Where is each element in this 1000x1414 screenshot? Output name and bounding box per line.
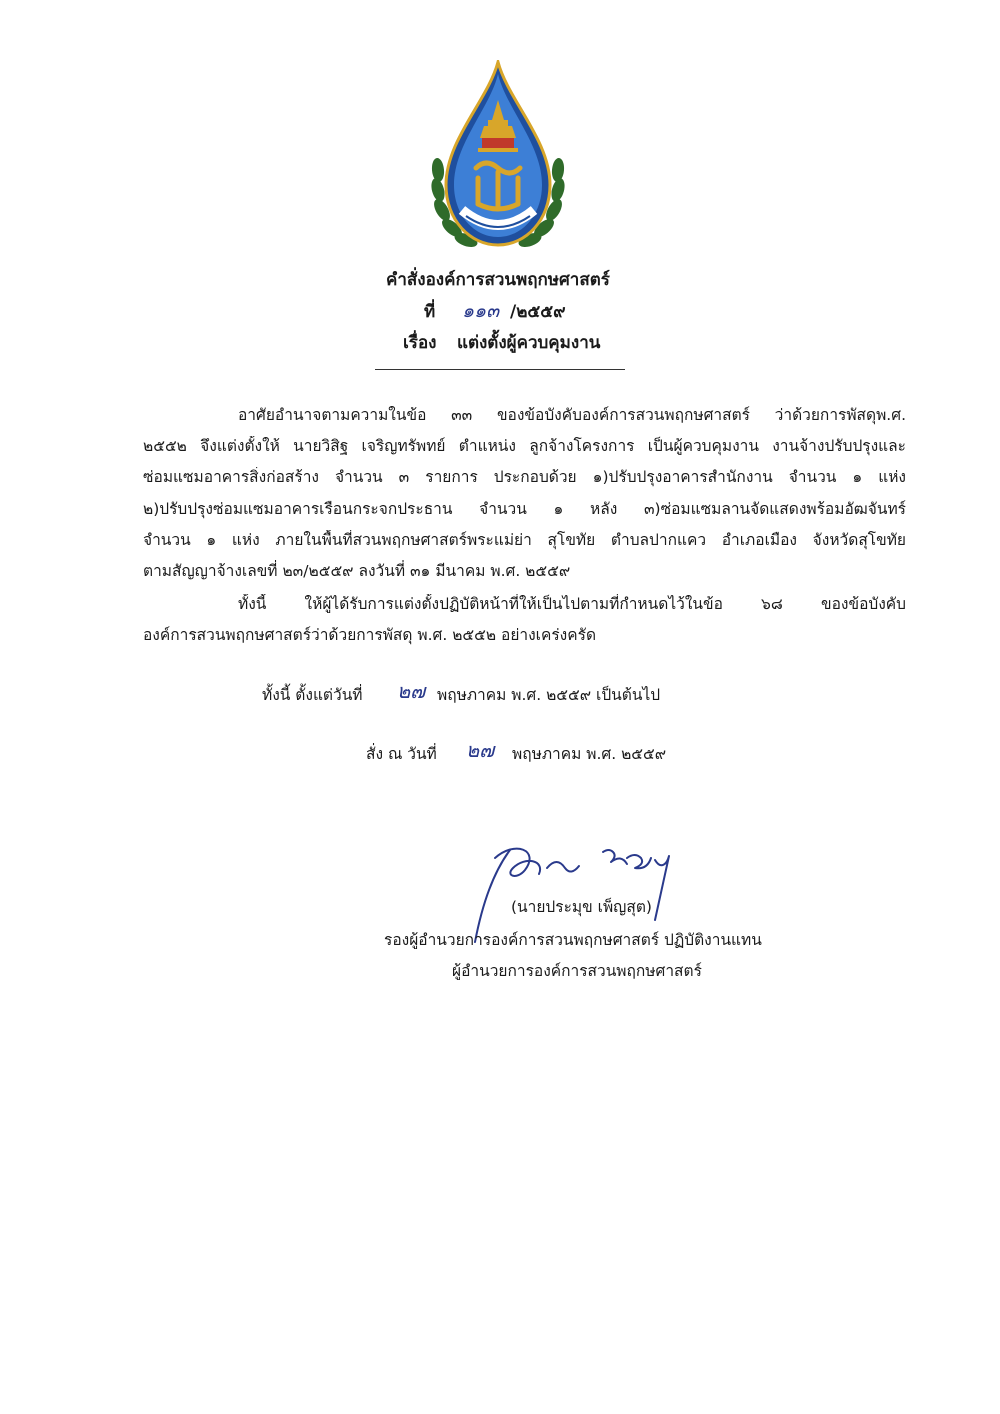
subject-label: เรื่อง (403, 333, 437, 353)
body-line: องค์การสวนพฤกษศาสตร์ว่าด้วยการพัสดุ พ.ศ. ๒๕๕๒ อย่างเคร่งครัด (143, 626, 597, 644)
signatory-position: รองผู้อำนวยการองค์การสวนพฤกษศาสตร์ ปฏิบัติงานแทน (384, 931, 762, 949)
body-line: ๒๕๕๒ จึงแต่งตั้งให้ นายวิสิฐ เจริญทรัพทย์ ตำแหน่ง ลูกจ้างโครงการ เป็นผู้ควบคุมงาน งานจ้างปรับปรุงและ (143, 437, 906, 455)
order-number-handwritten: ๑๑๓ (462, 300, 500, 322)
subject-title: แต่งตั้งผู้ควบคุมงาน (457, 333, 601, 353)
body-line: จำนวน ๑ แห่ง ภายในพื้นที่สวนพฤกษศาสตร์พระแม่ย่า สุโขทัย ตำบลปากแคว อำเภอเมือง จังหวัดสุโขทัย (143, 531, 906, 549)
order-number-year: /๒๕๕๙ (510, 302, 566, 322)
body-line: อาศัยอำนาจตามความในข้อ ๓๓ ของข้อบังคับองค์การสวนพฤกษศาสตร์ ว่าด้วยการพัสดุพ.ศ. (238, 406, 906, 424)
botanical-garden-emblem-icon (428, 60, 568, 255)
order-title: คำสั่งองค์การสวนพฤกษศาสตร์ (386, 270, 610, 290)
ordered-date-suffix: พฤษภาคม พ.ศ. ๒๕๕๙ (512, 745, 667, 763)
body-line: ๒)ปรับปรุงซ่อมแซมอาคารเรือนกระจกประธาน จำนวน ๑ หลัง ๓)ซ่อมแซมลานจัดแสดงพร้อมอัฒจันทร์ (143, 500, 906, 518)
order-number-label: ที่ (424, 302, 436, 322)
ordered-date-prefix: สั่ง ณ วันที่ (366, 745, 437, 763)
effective-date-day: ๒๗ (397, 679, 426, 703)
signatory-name: (นายประมุข เพ็ญสุต) (511, 898, 652, 916)
body-line: ทั้งนี้ ให้ผู้ได้รับการแต่งตั้งปฏิบัติหน้าที่ให้เป็นไปตามที่กำหนดไว้ในข้อ ๖๘ ของข้อบังคับ (238, 595, 906, 613)
effective-date-prefix: ทั้งนี้ ตั้งแต่วันที่ (262, 686, 363, 704)
ordered-date-day: ๒๗ (466, 738, 495, 762)
body-line: ตามสัญญาจ้างเลขที่ ๒๓/๒๕๕๙ ลงวันที่ ๓๑ มีนาคม พ.ศ. ๒๕๕๙ (143, 562, 571, 580)
effective-date-suffix: พฤษภาคม พ.ศ. ๒๕๕๙ เป็นต้นไป (437, 686, 661, 704)
signatory-position-acting: ผู้อำนวยการองค์การสวนพฤกษศาสตร์ (452, 962, 702, 980)
body-line: ซ่อมแซมอาคารสิ่งก่อสร้าง จำนวน ๓ รายการ ประกอบด้วย ๑)ปรับปรุงอาคารสำนักงาน จำนวน ๑ แห่ง (143, 468, 906, 486)
header-divider (375, 369, 625, 370)
